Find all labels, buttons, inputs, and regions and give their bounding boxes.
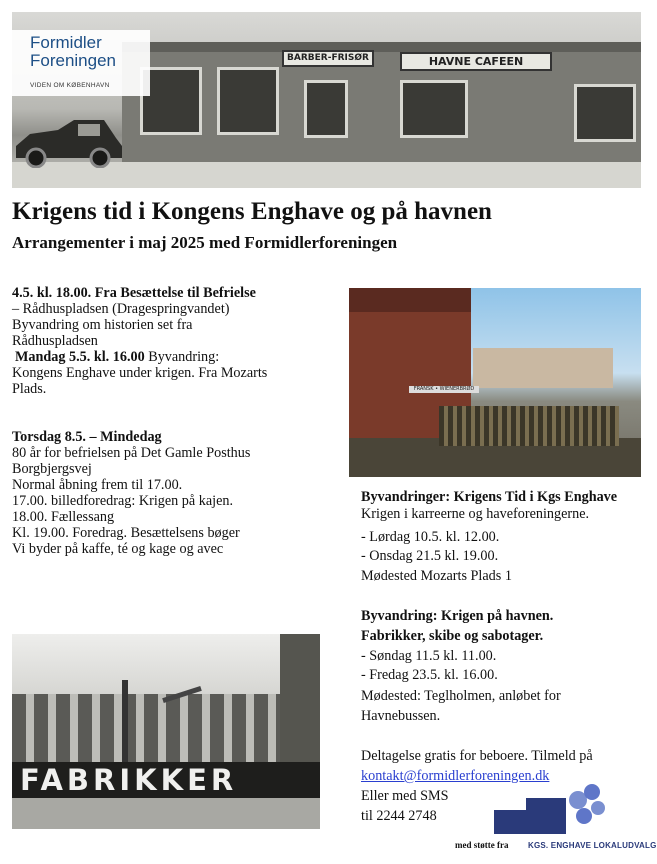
contact-line: Deltagelse gratis for beboere. Tilmeld på <box>361 748 593 764</box>
walk1-heading-label: Byvandringer <box>361 489 446 505</box>
fransk-sign: FRANSK • WIENERBRØD <box>409 386 479 393</box>
lokaludvalg-logo-graphic <box>486 780 616 838</box>
email-link[interactable]: kontakt@formidlerforeningen.dk <box>361 768 550 784</box>
walk1-line: - Onsdag 21.5 kl. 19.00. <box>361 548 499 564</box>
walk2-heading: Fabrikker, skibe og sabotager. <box>361 628 544 644</box>
sponsor-support-text: med støtte fra <box>455 840 509 850</box>
walk2-line: - Søndag 11.5 kl. 11.00. <box>361 648 497 664</box>
event2-heading: Torsdag 8.5. – Mindedag <box>12 429 162 445</box>
walk1-heading <box>361 489 617 505</box>
vintage-car-illustration <box>12 112 124 168</box>
event1-date2 <box>15 349 219 365</box>
contact-line: Eller med SMS <box>361 788 449 804</box>
walk1-heading-rest: : Krigens Tid i Kgs Enghave <box>445 489 618 505</box>
event1-line: Rådhuspladsen <box>12 333 98 349</box>
event2-line: 18.00. Fællessang <box>12 509 115 525</box>
walk2-line: Havnebussen. <box>361 708 441 724</box>
formidlerforeningen-logo <box>12 30 150 96</box>
event2-line: Borgbjergsvej <box>12 461 92 477</box>
fabrikker-wall-sign: FABRIKKER <box>12 762 320 798</box>
page-subtitle: Arrangementer i maj 2025 med Formidlerforeningen <box>12 233 398 252</box>
walk1-line: - Lørdag 10.5. kl. 12.00. <box>361 529 500 545</box>
contact-phone: til 2244 2748 <box>361 808 437 824</box>
walk1-line: Krigen i karreerne og haveforeningerne. <box>361 506 590 522</box>
event1-line: – Rådhuspladsen (Dragespringvandet) <box>12 301 230 317</box>
color-street-photo <box>349 288 641 477</box>
logo-line-1: Formidler <box>30 33 102 52</box>
event2-line: Kl. 19.00. Foredrag. Besættelsens bøger <box>12 525 240 541</box>
logo-tagline: VIDEN OM KØBENHAVN <box>30 82 110 89</box>
event2-line: 17.00. billedforedrag: Krigen på kajen. <box>12 493 234 509</box>
walk1-line: Mødested Mozarts Plads 1 <box>361 568 512 584</box>
cafe-sign: HAVNE CAFEEN <box>400 52 552 71</box>
event1-date2-bold: Mandag 5.5. kl. 16.00 <box>15 349 145 365</box>
sponsor-name: KGS. ENGHAVE LOKALUDVALG <box>528 841 657 850</box>
walk2-line: Mødested: Teglholmen, anløbet for <box>361 688 561 704</box>
event2-line: 80 år for befrielsen på Det Gamle Posthus <box>12 445 251 461</box>
event1-line: Byvandring om historien set fra <box>12 317 193 333</box>
event1-line: Plads. <box>12 381 47 397</box>
event2-line: Vi byder på kaffe, té og kage og avec <box>12 541 224 557</box>
page-title: Krigens tid i Kongens Enghave og på havnen <box>12 198 492 225</box>
factory-ruins-photo <box>12 634 320 829</box>
logo-line-2: Foreningen <box>30 51 117 70</box>
barber-sign: BARBER-FRISØR <box>282 50 374 67</box>
event1-heading: 4.5. kl. 18.00. Fra Besættelse til Befrielse <box>12 285 256 301</box>
walk2-heading: Byvandring: Krigen på havnen. <box>361 608 554 624</box>
walk2-line: - Fredag 23.5. kl. 16.00. <box>361 667 498 683</box>
event1-line: Kongens Enghave under krigen. Fra Mozarts <box>12 365 268 381</box>
event1-date2-rest: Byvandring: <box>144 349 220 365</box>
event2-line: Normal åbning frem til 17.00. <box>12 477 183 493</box>
